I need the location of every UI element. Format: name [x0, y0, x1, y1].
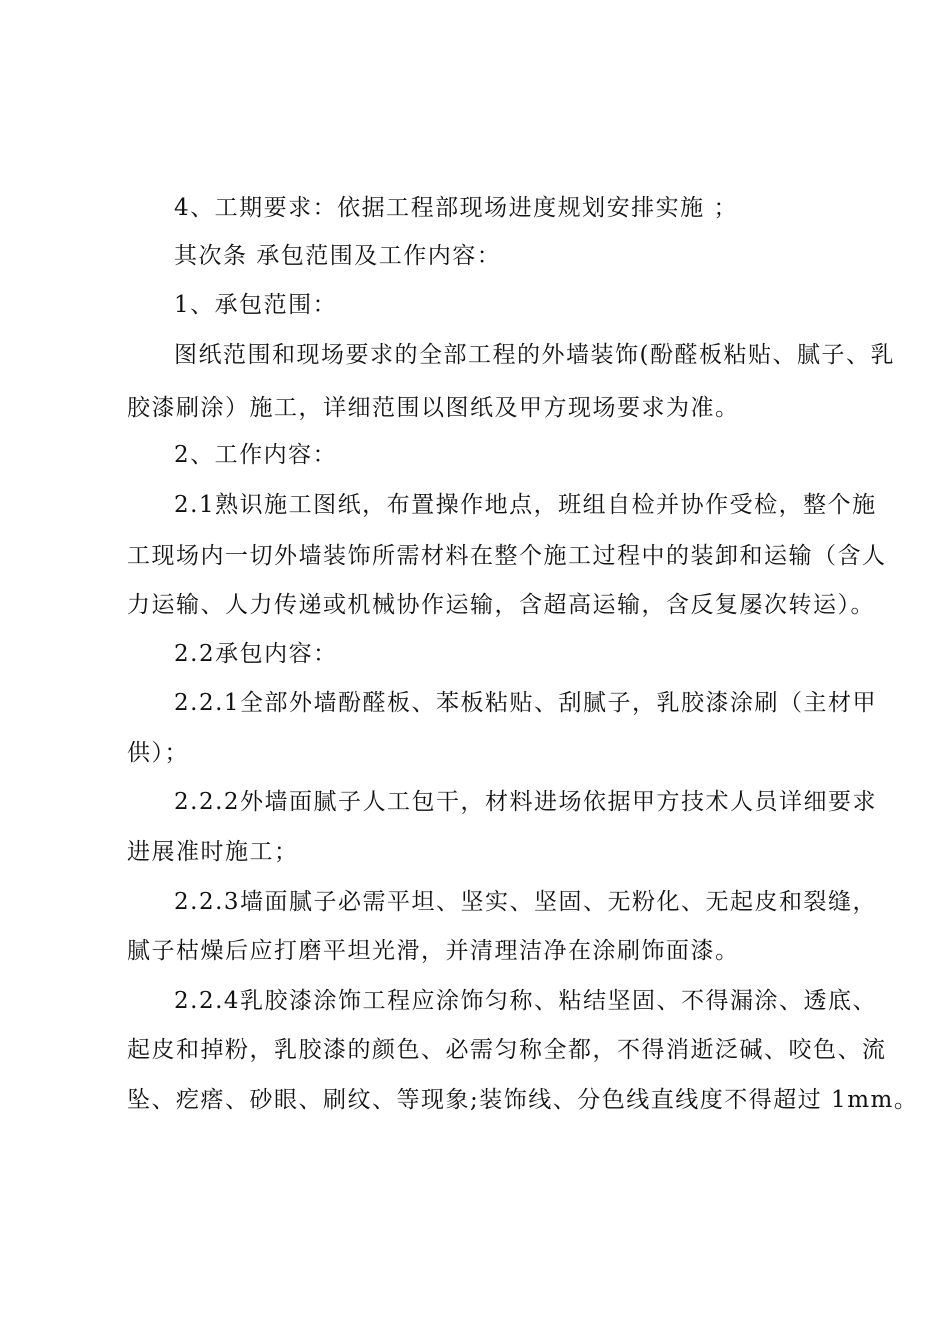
line-2-2-2-part-1: 2.2.2外墙面腻子人工包干，材料进场依据甲方技术人员详细要求 — [174, 789, 878, 815]
line-2-1-part-3: 力运输、人力传递或机械协作运输，含超高运输，含反复屡次转运）。 — [127, 592, 875, 618]
line-2-2-1-part-1: 2.2.1全部外墙酚醛板、苯板粘贴、刮腻子，乳胶漆涂刷（主材甲 — [174, 690, 878, 716]
line-scope-body-1: 图纸范围和现场要求的全部工程的外墙装饰(酚醛板粘贴、腻子、乳 — [174, 342, 895, 368]
line-2-2-2-part-2: 进展准时施工； — [127, 839, 299, 865]
line-2-2-4-part-2: 起皮和掉粉，乳胶漆的颜色、必需匀称全都，不得消逝泛碱、咬色、流 — [127, 1037, 887, 1063]
line-2-2-4-part-3: 坠、疙瘩、砂眼、刷纹、等现象;装饰线、分色线直线度不得超过 1mm。 — [127, 1087, 919, 1113]
line-2-2-4-part-1: 2.2.4乳胶漆涂饰工程应涂饰匀称、粘结坚固、不得漏涂、透底、 — [174, 988, 878, 1014]
line-2-2-3-part-2: 腻子枯燥后应打磨平坦光滑，并清理洁净在涂刷饰面漆。 — [127, 938, 740, 964]
line-scope-heading: 1、承包范围： — [174, 292, 338, 318]
line-schedule-requirement: 4、工期要求：依据工程部现场进度规划安排实施 ； — [174, 195, 738, 221]
line-2-1-part-2: 工现场内一切外墙装饰所需材料在整个施工过程中的装卸和运输（含人 — [127, 543, 887, 569]
line-work-content-heading: 2、工作内容： — [174, 442, 338, 468]
line-2-2-heading: 2.2承包内容： — [174, 641, 338, 667]
line-scope-body-2: 胶漆刷涂）施工，详细范围以图纸及甲方现场要求为准。 — [127, 395, 740, 421]
line-2-1-part-1: 2.1熟识施工图纸，布置操作地点，班组自检并协作受检，整个施 — [174, 492, 877, 518]
line-2-2-3-part-1: 2.2.3墙面腻子必需平坦、坚实、坚固、无粉化、无起皮和裂缝， — [174, 889, 878, 915]
line-2-2-1-part-2: 供）； — [127, 740, 189, 766]
line-article-two-heading: 其次条 承包范围及工作内容： — [174, 243, 502, 269]
